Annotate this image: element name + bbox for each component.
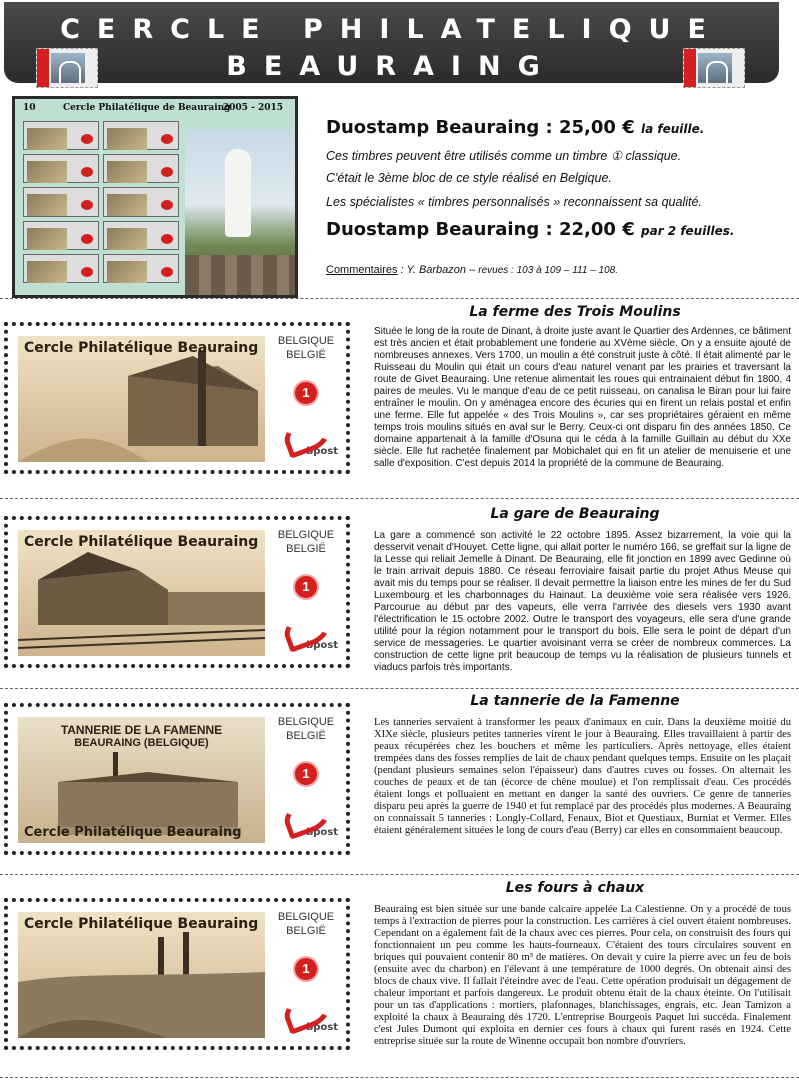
value-one-icon: 1 [293, 956, 319, 982]
divider [0, 688, 799, 689]
stamp-caption: Cercle Philatélique Beauraing [24, 916, 259, 932]
sheet-badge: 10 [23, 103, 36, 113]
vintage-photo [18, 530, 265, 656]
vintage-photo [18, 717, 265, 843]
stamp-caption: Cercle Philatélique Beauraing [24, 825, 242, 840]
comment-line: Commentaires : Y. Barbazon – revues : 103 à 109 – 111 – 108. [326, 264, 619, 276]
sheet-header [23, 103, 287, 117]
tannerie-banner-top: TANNERIE DE LA FAMENNE [60, 723, 223, 737]
value-one-icon: 1 [293, 380, 319, 406]
divider [0, 298, 799, 299]
stamp-caption: Cercle Philatélique Beauraing [24, 340, 259, 356]
offer-line-2: Ces timbres peuvent être utilisés comme un timbre ① classique. [326, 149, 682, 163]
stamp-fours-chaux [4, 898, 350, 1050]
section-title-gare: La gare de Beauraing [490, 506, 660, 522]
offer-price-1: Duostamp Beauraing : 25,00 € la feuille. [326, 117, 705, 138]
section-text-tannerie: Les tanneries servaient à transformer les peaux d'animaux en cuir. Dans la deuxième moitié du XIXe siècle, plusieurs petites tanneries virent le jour à Beauraing. Elles travaillaient à partir des peaux récupérées chez les bouchers et même les particuliers. Après nettoyage, elles étaient trempées dans des fosses remplies de lait de chaux pendant quelques temps. Ensuite on les plaçait (pendant plusieurs semaines selon l'épaisseur) dans d'autres cuves ou fosses. On alternait les couches de peaux et de tan (écorce de chêne moulue) et l'on remplissait d'eau. Ces procédés étaient longs et polluaient en mettant en danger la santé des ouvriers. Ce genre de tanneries disparu peu après la guerre de 1940 et fut remplacé par des procédés plus modernes. A Beauraing on connaissait 5 tanneries : Longly-Collard, Fenaux, Biot et Questiaux, Burniat et Vermer. Elles étaient généralement situées le long de cours d'eau (Berry) car elles en consommaient beaucoup. [374, 717, 791, 836]
sheet-title: Cercle Philatélique de Beauraing [63, 103, 231, 113]
header-banner [4, 2, 779, 83]
stamp-gare [4, 516, 350, 668]
header-line-1: CERCLE PHILATELIQUE [60, 14, 723, 45]
offer-line-4: Les spécialistes « timbres personnalisés » reconnaissent sa qualité. [326, 195, 702, 209]
sheet-years: 2005 - 2015 [222, 103, 283, 113]
section-title-fours: Les fours à chaux [505, 880, 645, 896]
header-line-2: BEAURAING [226, 51, 557, 82]
bpost-horn-icon [270, 416, 342, 446]
bpost-horn-icon [270, 992, 342, 1022]
value-one-icon: 1 [293, 761, 319, 787]
offer-price-2: Duostamp Beauraing : 22,00 € par 2 feuilles. [326, 219, 735, 240]
section-title-trois-moulins: La ferme des Trois Moulins [469, 304, 681, 320]
mini-stamp-right [683, 48, 745, 88]
section-text-trois-moulins: Située le long de la route de Dinant, à droite juste avant le Quartier des Ardennes, ce bâtiment est très ancien et était probablement une fonderie au XVème siècle. On y a ensuite ajouté de nombreuses annexes. Vers 1700, un moulin a été construit juste à côté. Il était alimenté par le Ruisseau du Moulin qui était un cours d'eau naturel venant par les prairies et traversant la route de Givet Beauraing. Une retenue alimentait les roues qui entrainaient début fin 1800, 4 paires de meules. Vu le manque d'eau de ce petit ruisseau, on canalisa le Biran pour lui faire entraîner le moulin. On y aménagea encore des écuries qui en firent un relais postal et enfin une ferme. Elle fut appelée « des Trois Moulins », car ses propriétaires géraient en même temps trois moulins situés en aval sur le Berry. Ceux-ci ont disparu fin des années 1850. Ce domaine appartenait à la famille d'Osuna qui le céda à la famille Guillain au début du XXe siècle. Elle fut rachetée finalement par Mobichalet qui en fit un atelier de menuiserie et une salle d'exposition. C'est depuis 2014 la propriété de la commune de Beauraing. [374, 326, 791, 469]
value-one-icon: 1 [293, 574, 319, 600]
stamp-country-panel: BELGIQUE BELGIË 1 bpost [270, 334, 342, 464]
mini-stamp-left [36, 48, 98, 88]
divider [0, 498, 799, 499]
sheet-stamp-grid [23, 121, 179, 283]
tannerie-banner-mid: BEAURAING (BELGIQUE) [74, 737, 209, 749]
stamp-trois-moulins [4, 322, 350, 474]
section-title-tannerie: La tannerie de la Famenne [470, 693, 680, 709]
section-text-fours: Beauraing est bien située sur une bande calcaire appelée La Calestienne. On y a procédé de tous temps à l'extraction de pierres pour la construction. Les carrières à ciel ouvert étaient nombreuses. Cependant on a également fait de la chaux avec ces pierres. Pour cela, on construisit des fours qui fonctionnaient un peu comme les hauts-fourneaux. C'étaient des tours circulaires souvent en briques qui pouvaient contenir 80 m³ de matières. On devait y cuire la pierre avec un feu de bois (ensuite avec du charbon) en l'élevant à une température de 1000 degrés. On obtenait ainsi des blocs de chaux vive. Il fallait l'éteindre avec de l'eau. Cette opération produisait un dégagement de chaleur important et parfois dangereux. Le produit obtenu était de la chaux éteinte. On l'utilisait pour un tas d'applications : mortiers, plafonnages, blanchissages, engrais, etc. Jean Tamizon a exploité la chaux à Beauraing dès 1720. L'entreprise Bourgeois Paquet lui succéda. Finalement c'est Jules Dumont qui exploita en dernier ces fours à chaux qui furent rasés en 1924. Cette entreprise située sur la route de Winenne occupait bon nombre d'ouvriers. [374, 904, 791, 1047]
stamp-country-panel: BELGIQUE BELGIË 1 bpost [270, 715, 342, 845]
stamp-country-panel: BELGIQUE BELGIË 1 bpost [270, 910, 342, 1040]
offer-line-3: C'était le 3ème bloc de ce style réalisé en Belgique. [326, 171, 612, 185]
bpost-horn-icon [270, 610, 342, 640]
sheet-photo-statue [185, 129, 295, 295]
divider [0, 874, 799, 875]
stamp-country-panel: BELGIQUE BELGIË 1 bpost [270, 528, 342, 658]
stamp-caption: Cercle Philatélique Beauraing [24, 534, 259, 550]
vintage-photo [18, 336, 265, 462]
stamp-sheet-image [12, 96, 298, 298]
section-text-gare: La gare a commencé son activité le 22 octobre 1895. Assez bizarrement, la voie qui la desservit venait d'Houyet. Cette ligne, qui allait porter le numéro 166, se greffait sur la ligne de la Lesse qui reliait Jemelle à Dinant. De Beauraing, elle fit jonction en 1899 avec Gedinne où le train arrivait depuis 1880. Ce réseau ferroviaire faisait partie du projet Athus Meuse qui avait mis du temps pour se réaliser. Il devait permettre la liaison entre les mines de fer du Sud Luxembourg et les charbonnages du Hainaut. La deuxième voie sera réalisée vers 1926. Parcourue au début par des vapeurs, elle verra l'arrivée des diesels vers 1930 avant l'électrification le 15 octobre 2002. Outre le transport des voyageurs, elle sera d'une grande utilité pour la région notamment pour le transport du bois. Elle sera le point de départ d'un service de messageries. Le quartier avoisinant verra se créer de nombreux commerces. La construction de cette ligne prit beaucoup de temps vu la réalisation de plusieurs tunnels et viaducs parfois très importants. [374, 530, 791, 673]
stamp-tannerie [4, 703, 350, 855]
vintage-photo [18, 912, 265, 1038]
divider [0, 1077, 799, 1078]
bpost-horn-icon [270, 797, 342, 827]
